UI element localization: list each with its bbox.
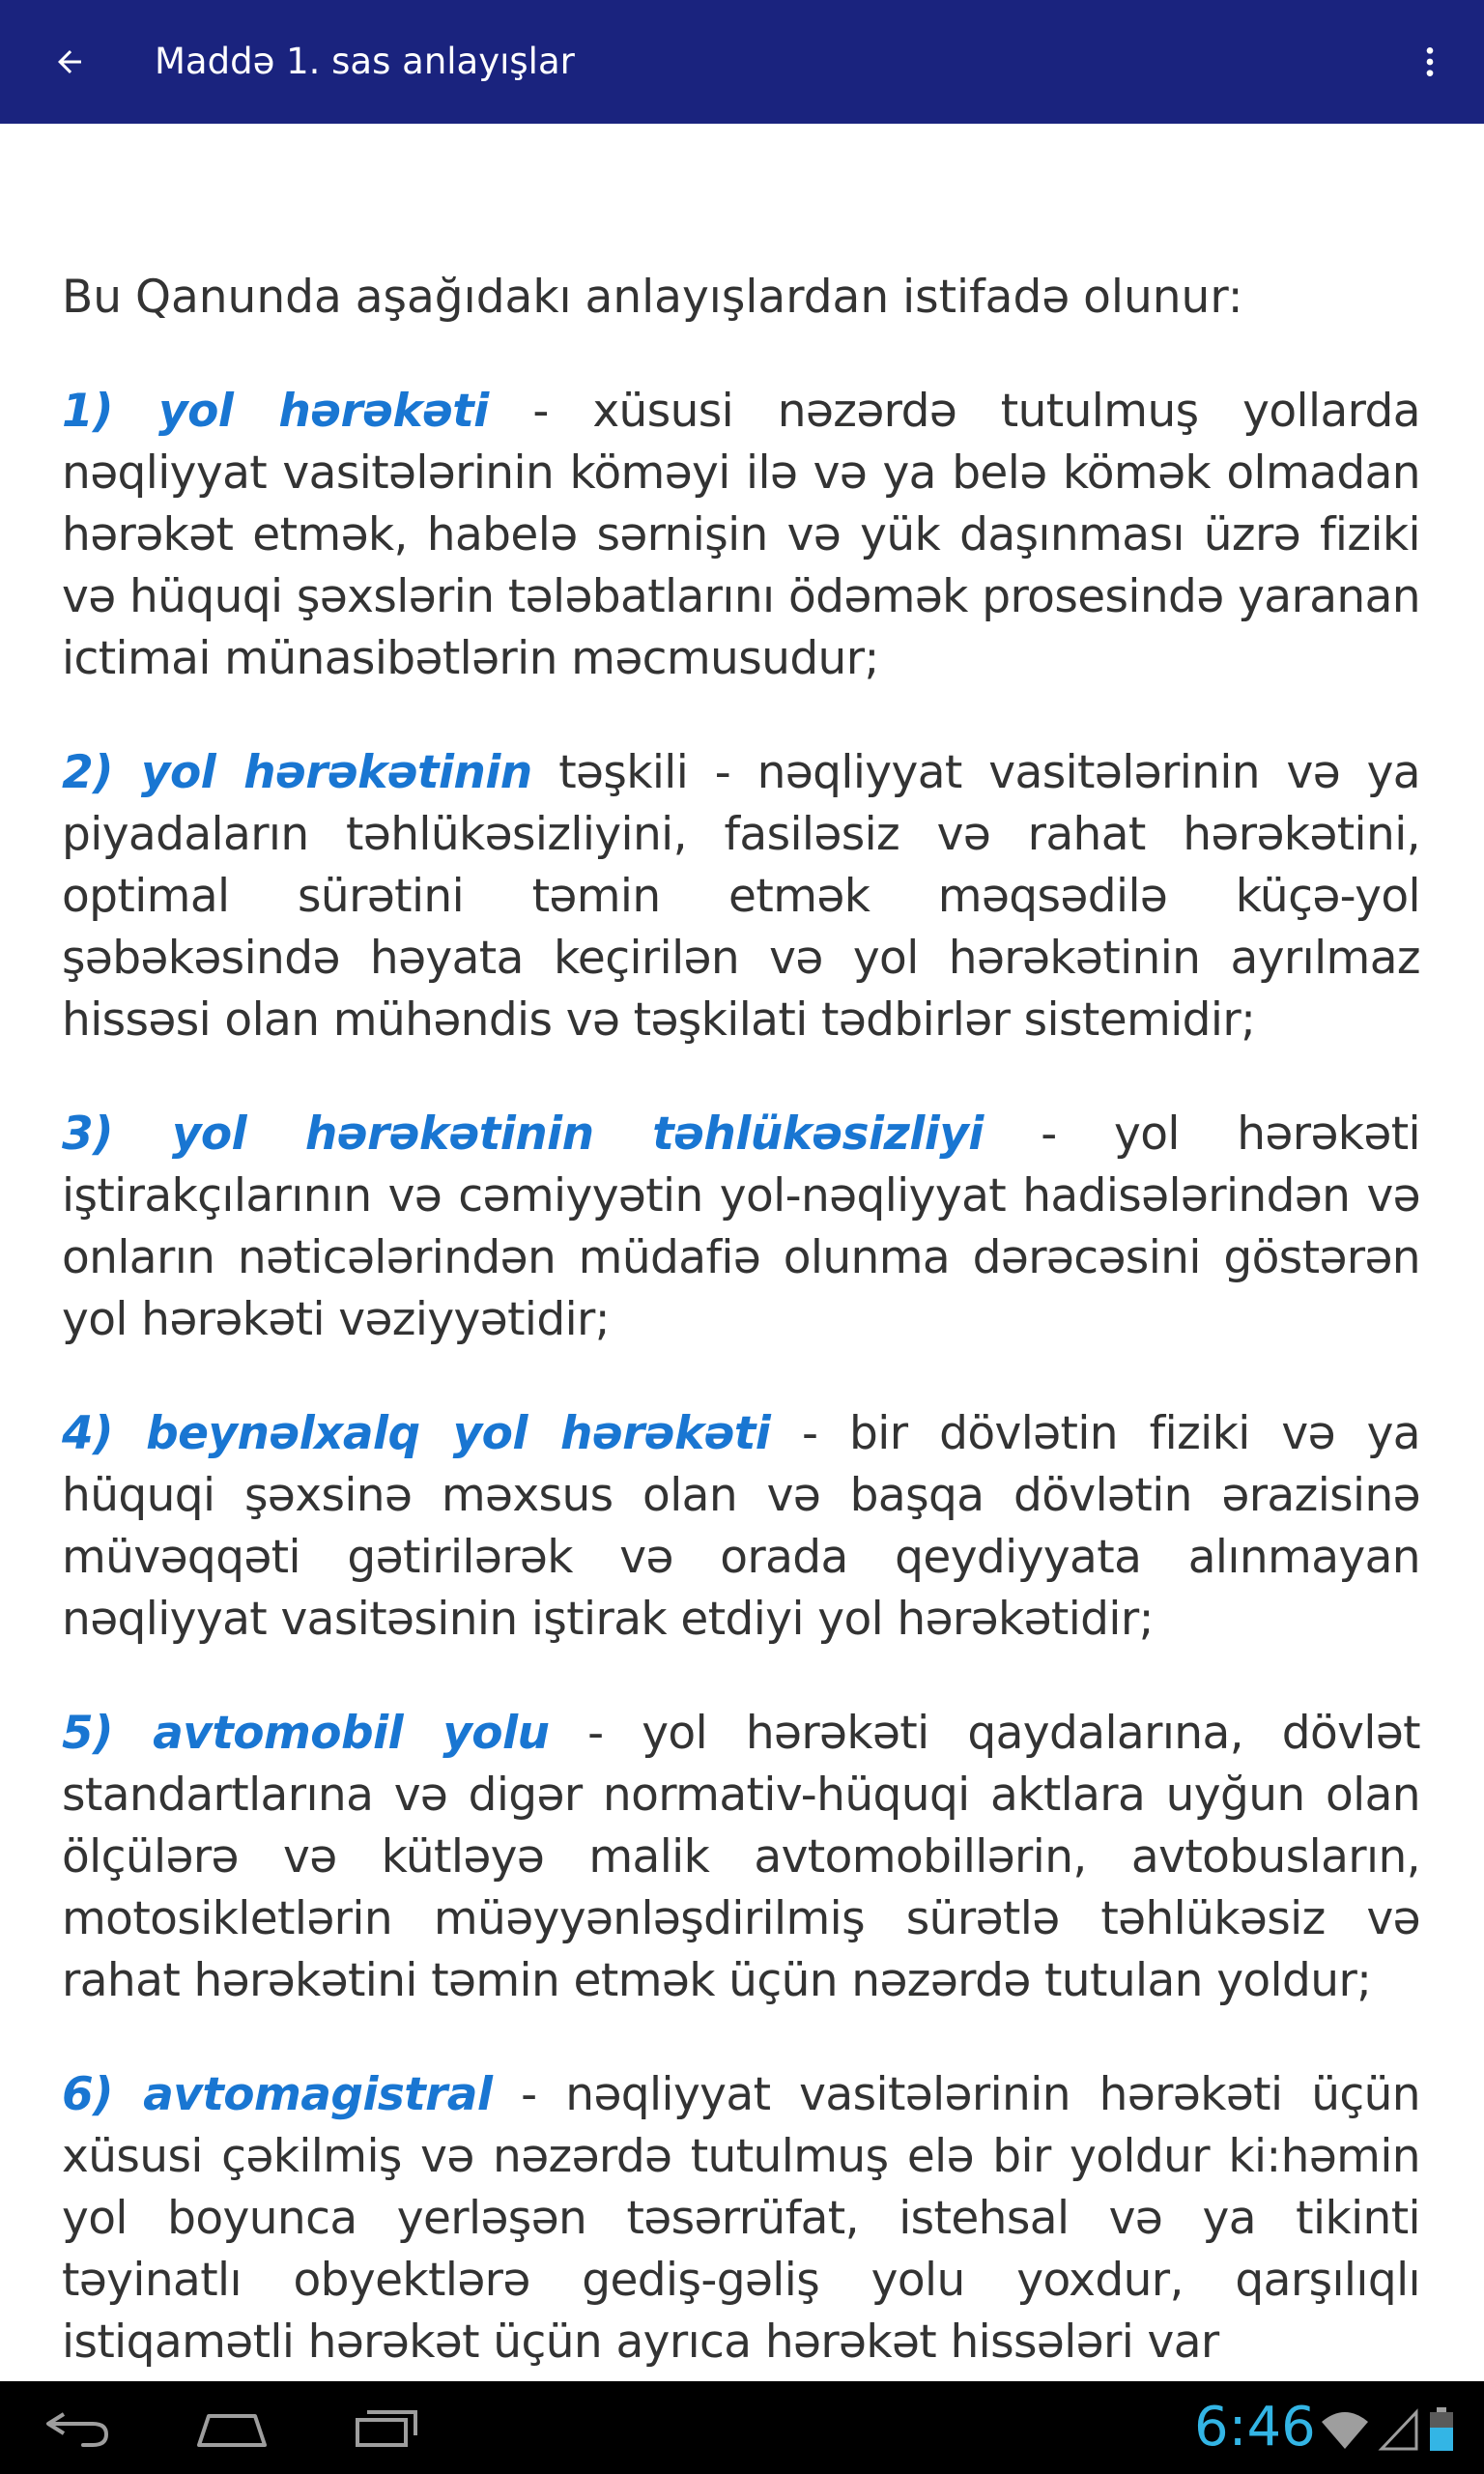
arrow-back-icon: [52, 44, 87, 79]
definition-paragraph: [62, 381, 1420, 690]
app-bar: [0, 0, 1484, 124]
more-vert-icon: [1411, 43, 1449, 81]
nav-recents-icon: [352, 2406, 421, 2449]
definition-paragraph: [62, 1104, 1420, 1351]
definition-text: - yol hərəkəti iştirakçılarının və cəmiyyətin yol-nəqliyyat hadisələrindən və onların nəticələrindən müdafiə olunma dərəcəsini göstərən yol hərəkəti vəziyyətidir;: [62, 1108, 1420, 1346]
article-content[interactable]: [0, 124, 1484, 2369]
page-title: Maddə 1. sas anlayışlar: [155, 41, 575, 82]
definition-term: 2) yol hərəkətinin: [62, 746, 532, 799]
status-clock: 6:46: [1194, 2396, 1316, 2459]
status-icons: [1320, 2402, 1474, 2457]
signal-icon: [1378, 2408, 1420, 2451]
definition-text: təşkili - nəqliyyat vasitələrinin və ya piyadaların təhlükəsizliyini, fasiləsiz və rahat hərəkətini, optimal sürətini təmin etmək məqsədilə küçə-yol şəbəkəsində həyata keçirilən və yol hərəkətinin ayrılmaz hissəsi olan mühəndis və təşkilati tədbirlər sistemidir;: [62, 746, 1420, 1047]
nav-home-icon: [193, 2406, 271, 2449]
definition-text: - yol hərəkəti qaydalarına, dövlət standartlarına və digər normativ-hüquqi aktlara uyğun olan ölçülərə və kütləyə malik avtomobillərin, avtobusların, motosikletlərin müəyyənləşdirilmiş sürətlə təhlükəsiz və rahat hərəkətini təmin etmək üçün nəzərdə tutulan yoldur;: [62, 1707, 1420, 2007]
article-body: [62, 267, 1420, 2426]
nav-recents-button[interactable]: [340, 2397, 433, 2459]
intro-text: Bu Qanunda aşağıdakı anlayışlardan istifadə olunur:: [62, 271, 1243, 324]
back-button[interactable]: [39, 31, 100, 93]
definition-paragraph: [62, 1403, 1420, 1651]
definition-term: 3) yol hərəkətinin təhlükəsizliyi: [62, 1108, 984, 1161]
definition-paragraph: [62, 2064, 1420, 2373]
nav-home-button[interactable]: [186, 2397, 278, 2459]
definition-text: - xüsusi nəzərdə tutulmuş yollarda nəqliyyat vasitələrinin köməyi ilə və ya belə kömək olmadan hərəkət etmək, habelə sərnişin və yük daşınması üzrə fiziki və hüquqi şəxslərin tələbatlarını ödəmək prosesində yaranan ictimai münasibətlərin məcmusudur;: [62, 385, 1420, 685]
definition-term: 1) yol hərəkəti: [62, 385, 489, 438]
nav-back-icon: [43, 2406, 112, 2449]
wifi-icon: [1320, 2408, 1370, 2451]
definition-text: - nəqliyyat vasitələrinin hərəkəti üçün xüsusi çəkilmiş və nəzərdə tutulmuş elə bir yoldur ki:həmin yol boyunca yerləşən təsərrüfat, istehsal və ya tikinti təyinatlı obyektlərə gediş-gəliş yolu yoxdur, qarşılıqlı istiqamətli hərəkət üçün ayrıca hərəkət hissələri var: [62, 2068, 1421, 2369]
battery-icon: [1428, 2406, 1455, 2453]
nav-back-button[interactable]: [31, 2397, 124, 2459]
definition-term: 6) avtomagistral: [62, 2068, 493, 2121]
definition-text: - bir dövlətin fiziki və ya hüquqi şəxsinə məxsus olan və başqa dövlətin ərazisinə müvəqqəti gətirilərək və orada qeydiyyata alınmayan nəqliyyat vasitəsinin iştirak etdiyi yol hərəkətidir;: [62, 1407, 1421, 1646]
definition-paragraph: [62, 1703, 1420, 2012]
definition-paragraph: [62, 742, 1420, 1051]
definition-term: 4) beynəlxalq yol hərəkəti: [62, 1407, 771, 1460]
definition-term: 5) avtomobil yolu: [62, 1707, 550, 1760]
overflow-menu-button[interactable]: [1399, 31, 1461, 93]
system-nav-bar: [0, 2381, 1484, 2474]
